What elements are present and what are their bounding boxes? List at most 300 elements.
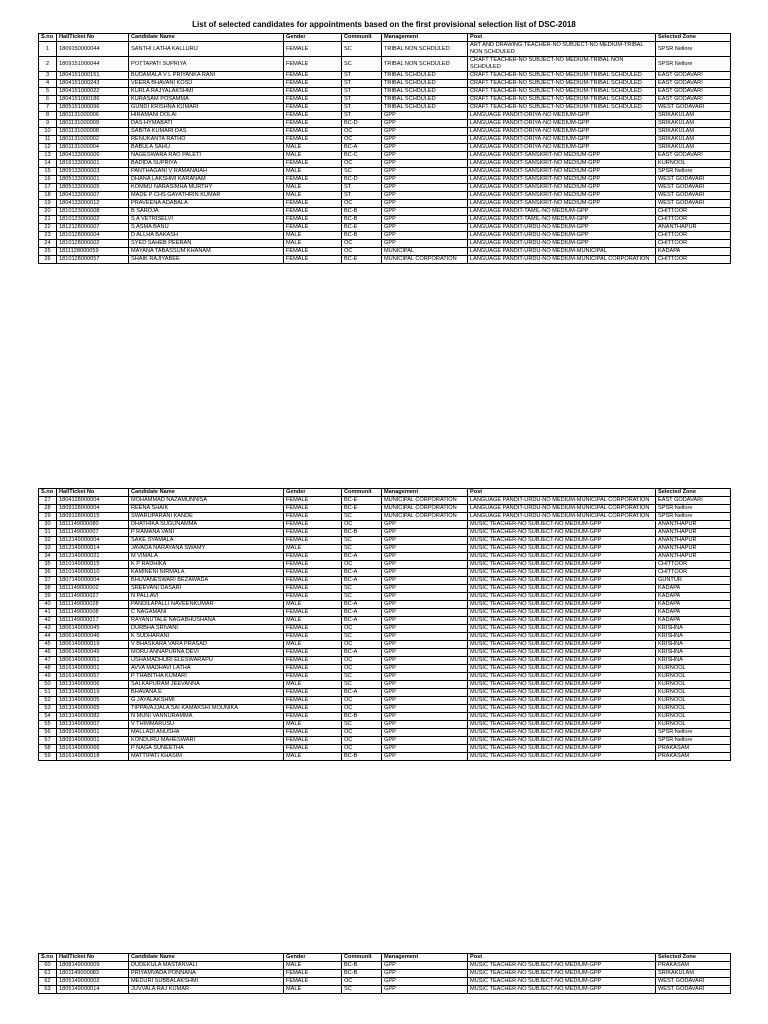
candidate-name-cell: USHAMADHURI ELESWARAPU [129,657,284,665]
table-row [39,200,731,208]
zone-cell: SPSR Nellore [656,729,731,737]
community-cell: OC [342,737,382,745]
post-cell: MUSIC TEACHER-NO SUBJECT-NO MEDIUM-GPP [468,665,656,673]
community-cell: BC-D [342,120,382,128]
post-header: Post [468,954,656,962]
zone-cell: KURNOOL [656,689,731,697]
post-cell: LANGUAGE PANDIT-URDU-NO MEDIUM-MUNICIPAL CORPORATION [468,513,656,521]
table-row [39,665,731,673]
sno-cell: 5 [39,88,57,96]
hallticket-cell: 1813149000019 [57,689,129,697]
community-cell: ST [342,96,382,104]
management-cell: TRIBAL SCHDULED [382,88,468,96]
gender-cell: FEMALE [284,697,342,705]
candidate-name-cell: MADE P CHS GAYATHRIN KUMAR [129,192,284,200]
table-row [39,649,731,657]
gender-cell: FEMALE [284,553,342,561]
candidate-name-cell: BHUVANESWARI BEZAWADA [129,577,284,585]
zone-cell: ANANTHAPUR [656,545,731,553]
post-cell: MUSIC TEACHER-NO SUBJECT-NO MEDIUM-GPP [468,649,656,657]
zone-cell: KURNOOL [656,681,731,689]
candidate-name-cell: K P RADHIKA [129,561,284,569]
community-cell: OC [342,625,382,633]
gender-cell: FEMALE [284,633,342,641]
hallticket-cell: 1809133000003 [57,168,129,176]
gender-cell: MALE [284,232,342,240]
post-cell: LANGUAGE PANDIT-SANSKRIT-NO MEDIUM-GPP [468,184,656,192]
community-cell: BC-B [342,208,382,216]
sno-cell: 59 [39,753,57,761]
gender-cell: FEMALE [284,713,342,721]
sno-cell: 8 [39,112,57,120]
community-header: Communit [342,489,382,497]
hallticket-cell: 1801131000002 [57,136,129,144]
management-cell: GPP [382,112,468,120]
management-cell: GPP [382,192,468,200]
post-cell: LANGUAGE PANDIT-SANSKRIT-NO MEDIUM-GPP [468,152,656,160]
hallticket-cell: 1816149000018 [57,753,129,761]
post-cell: MUSIC TEACHER-NO SUBJECT-NO MEDIUM-GPP [468,962,656,970]
sno-cell: 23 [39,232,57,240]
table-row [39,112,731,120]
zone-cell: KADAPA [656,609,731,617]
management-cell: GPP [382,144,468,152]
candidate-name-header: Candidate Name [129,489,284,497]
gender-cell: FEMALE [284,88,342,96]
sno-cell: 42 [39,617,57,625]
management-cell: GPP [382,689,468,697]
management-cell: GPP [382,120,468,128]
management-cell: TRIBAL NON SCHDULED [382,57,468,72]
table-row [39,529,731,537]
hallticket-cell: 1806149000019 [57,641,129,649]
zone-cell: GUNTUR [656,577,731,585]
gender-cell: MALE [284,168,342,176]
hallticket-cell: 1816133000001 [57,160,129,168]
gender-cell: FEMALE [284,537,342,545]
hallticket-cell: 1805133000001 [57,176,129,184]
post-cell: LANGUAGE PANDIT-ORIYA-NO MEDIUM-GPP [468,120,656,128]
table-row [39,88,731,96]
gender-cell: MALE [284,152,342,160]
zone-cell: EAST GODAVARI [656,88,731,96]
post-cell: MUSIC TEACHER-NO SUBJECT-NO MEDIUM-GPP [468,633,656,641]
table-row [39,545,731,553]
management-cell: TRIBAL SCHDULED [382,80,468,88]
post-cell: MUSIC TEACHER-NO SUBJECT-NO MEDIUM-GPP [468,729,656,737]
post-cell: CRAFT TEACHER-NO SUBJECT-NO MEDIUM-TRIBAL SCHDULED [468,72,656,80]
table-row [39,256,731,264]
zone-cell: SPSR Nellore [656,737,731,745]
table-header-row [39,954,731,962]
hallticket-cell: 1810128000004 [57,232,129,240]
hallticket-cell: 1804151000151 [57,72,129,80]
table-row [39,593,731,601]
zone-cell: CHITTOOR [656,256,731,264]
zone-cell: KURNOOL [656,160,731,168]
post-header: Post [468,34,656,42]
table-row [39,184,731,192]
gender-cell: FEMALE [284,609,342,617]
zone-cell: SRIKAKULAM [656,136,731,144]
candidate-name-cell: SAKE SYAMALA [129,537,284,545]
post-cell: MUSIC TEACHER-NO SUBJECT-NO MEDIUM-GPP [468,585,656,593]
hallticket-cell: 1804133000012 [57,200,129,208]
hallticket-cell: 1810128000057 [57,256,129,264]
management-cell: GPP [382,561,468,569]
sno-header: S.no [39,954,57,962]
management-cell: GPP [382,553,468,561]
hallticket-cell: 1810123000002 [57,216,129,224]
table-row [39,224,731,232]
gender-cell: MALE [284,240,342,248]
candidate-name-cell: P NAGA SUNEETHA [129,745,284,753]
gender-cell: FEMALE [284,80,342,88]
management-cell: GPP [382,625,468,633]
hallticket-cell: 1812149000004 [57,537,129,545]
post-cell: LANGUAGE PANDIT-URDU-NO MEDIUM-GPP [468,232,656,240]
table-row [39,753,731,761]
post-cell: MUSIC TEACHER-NO SUBJECT-NO MEDIUM-GPP [468,601,656,609]
candidate-name-cell: V THIMMARUSU [129,721,284,729]
hallticket-cell: 1805149000002 [57,978,129,986]
sno-cell: 36 [39,569,57,577]
table-row [39,561,731,569]
post-cell: MUSIC TEACHER-NO SUBJECT-NO MEDIUM-GPP [468,753,656,761]
table-row [39,625,731,633]
gender-cell: FEMALE [284,689,342,697]
community-cell: BC-B [342,232,382,240]
candidate-name-cell: P THABITHA KUMARI [129,673,284,681]
zone-cell: KRISHNA [656,641,731,649]
community-cell: OC [342,705,382,713]
hallticket-cell: 1804133000006 [57,152,129,160]
post-cell: LANGUAGE PANDIT-ORIYA-NO MEDIUM-GPP [468,128,656,136]
gender-cell: MALE [284,641,342,649]
gender-cell: MALE [284,545,342,553]
management-cell: GPP [382,176,468,184]
candidate-name-cell: BUDAMALA V L PRIYANKA RANI [129,72,284,80]
hallticket-cell: 1816149000001 [57,665,129,673]
sno-cell: 24 [39,240,57,248]
hallticket-cell: 1810149000015 [57,561,129,569]
management-cell: TRIBAL NON SCHDULED [382,42,468,57]
hallticket-cell: 1816149000066 [57,745,129,753]
zone-cell: SRIKAKULAM [656,144,731,152]
candidate-name-cell: POTTAPATI SUPRIYA [129,57,284,72]
zone-cell: CHITTOOR [656,208,731,216]
community-cell: BC-A [342,689,382,697]
table-row [39,721,731,729]
zone-cell: SRIKAKULAM [656,128,731,136]
community-cell: ST [342,80,382,88]
gender-cell: FEMALE [284,978,342,986]
management-cell: GPP [382,705,468,713]
candidate-name-cell: BADIDA SUPRIYA [129,160,284,168]
zone-cell: WEST GODAVARI [656,978,731,986]
post-cell: LANGUAGE PANDIT-ORIYA-NO MEDIUM-GPP [468,136,656,144]
sno-cell: 51 [39,689,57,697]
candidate-name-cell: DAS HYMABATI [129,120,284,128]
community-cell: SC [342,513,382,521]
post-cell: MUSIC TEACHER-NO SUBJECT-NO MEDIUM-GPP [468,577,656,585]
hallticket-cell: 1813149000006 [57,681,129,689]
table-row [39,633,731,641]
sno-cell: 53 [39,705,57,713]
zone-cell: CHITTOOR [656,569,731,577]
zone-cell: WEST GODAVARI [656,184,731,192]
community-cell: BC-B [342,529,382,537]
zone-cell: WEST GODAVARI [656,104,731,112]
community-cell: BC-C [342,152,382,160]
post-cell: MUSIC TEACHER-NO SUBJECT-NO MEDIUM-GPP [468,681,656,689]
sno-cell: 47 [39,657,57,665]
hallticket-cell: 1801131000008 [57,128,129,136]
gender-cell: FEMALE [284,224,342,232]
sno-cell: 58 [39,745,57,753]
management-cell: GPP [382,713,468,721]
sno-cell: 43 [39,625,57,633]
management-header: Management [382,954,468,962]
gender-cell: FEMALE [284,513,342,521]
hallticket-cell: 1810123000008 [57,208,129,216]
candidate-name-cell: DHANA LAKSHMI KARANAM [129,176,284,184]
community-cell: BC-E [342,224,382,232]
post-cell: CRAFT TEACHER-NO SUBJECT-NO MEDIUM-TRIBAL SCHDULED [468,80,656,88]
hallticket-cell: 1804128000004 [57,497,129,505]
post-cell: MUSIC TEACHER-NO SUBJECT-NO MEDIUM-GPP [468,545,656,553]
community-cell: ST [342,112,382,120]
gender-cell: FEMALE [284,200,342,208]
table-row [39,513,731,521]
gender-cell: MALE [284,601,342,609]
community-cell: BC-E [342,505,382,513]
gender-cell: FEMALE [284,593,342,601]
sno-cell: 26 [39,256,57,264]
sno-cell: 38 [39,585,57,593]
community-cell: SC [342,57,382,72]
candidate-name-cell: MATTIPATI KHASIM [129,753,284,761]
management-cell: GPP [382,537,468,545]
candidate-name-cell: V BHASKARA VARA PRASAD [129,641,284,649]
post-cell: LANGUAGE PANDIT-SANSKRIT-NO MEDIUM-GPP [468,200,656,208]
sno-cell: 27 [39,497,57,505]
table-row [39,553,731,561]
management-cell: GPP [382,545,468,553]
gender-cell: FEMALE [284,649,342,657]
management-cell: GPP [382,745,468,753]
community-cell: BC-B [342,216,382,224]
management-cell: GPP [382,978,468,986]
table-row [39,729,731,737]
community-cell: SC [342,986,382,994]
sno-cell: 55 [39,721,57,729]
sno-cell: 20 [39,208,57,216]
community-cell: BC-A [342,553,382,561]
sno-cell: 17 [39,184,57,192]
community-cell: BC-E [342,497,382,505]
gender-cell: FEMALE [284,120,342,128]
community-cell: SC [342,721,382,729]
sno-cell: 34 [39,553,57,561]
table-row [39,641,731,649]
management-cell: GPP [382,529,468,537]
table-row [39,601,731,609]
sno-cell: 57 [39,737,57,745]
candidate-name-cell: NAGESWARA RAO PALETI [129,152,284,160]
zone-cell: SRIKAKULAM [656,120,731,128]
sno-cell: 9 [39,120,57,128]
hallticket-header: HallTicket No [57,489,129,497]
post-cell: LANGUAGE PANDIT-TAMIL-NO MEDIUM-GPP [468,216,656,224]
hallticket-cell: 1806149000049 [57,649,129,657]
hallticket-cell: 1813149000007 [57,721,129,729]
post-cell: MUSIC TEACHER-NO SUBJECT-NO MEDIUM-GPP [468,569,656,577]
candidate-name-cell: B SAROJA [129,208,284,216]
post-cell: MUSIC TEACHER-NO SUBJECT-NO MEDIUM-GPP [468,970,656,978]
candidate-name-cell: VEERA BHAVANI KOSU [129,80,284,88]
post-cell: ART AND DRAWING TEACHER-NO SUBJECT-NO MEDIUM-TRIBAL NON SCHDULED [468,42,656,57]
candidate-name-cell: SWARUPARANI KANDE [129,513,284,521]
management-cell: GPP [382,200,468,208]
hallticket-cell: 1809149000001 [57,737,129,745]
table-row [39,160,731,168]
hallticket-cell: 1816149000057 [57,673,129,681]
table-row [39,978,731,986]
community-cell: OC [342,521,382,529]
table-row [39,697,731,705]
table-row [39,144,731,152]
gender-cell: FEMALE [284,136,342,144]
post-cell: LANGUAGE PANDIT-ORIYA-NO MEDIUM-GPP [468,112,656,120]
candidate-name-cell: KURASAM POSAMMA [129,96,284,104]
zone-header: Selected Zone [656,489,731,497]
community-cell: ST [342,184,382,192]
gender-cell: FEMALE [284,729,342,737]
gender-header: Gender [284,489,342,497]
management-cell: GPP [382,665,468,673]
table-row [39,128,731,136]
community-cell: SC [342,673,382,681]
sno-cell: 40 [39,601,57,609]
community-header: Communit [342,954,382,962]
table-row [39,248,731,256]
post-cell: LANGUAGE PANDIT-URDU-NO MEDIUM-MUNICIPAL CORPORATION [468,256,656,264]
table-row [39,80,731,88]
zone-cell: PRAKASAM [656,753,731,761]
zone-cell: SRIKAKULAM [656,970,731,978]
post-cell: MUSIC TEACHER-NO SUBJECT-NO MEDIUM-GPP [468,641,656,649]
gender-cell: FEMALE [284,505,342,513]
table-row [39,57,731,72]
post-cell: LANGUAGE PANDIT-URDU-NO MEDIUM-GPP [468,224,656,232]
sno-cell: 19 [39,200,57,208]
gender-cell: FEMALE [284,577,342,585]
candidate-name-header: Candidate Name [129,954,284,962]
table-row [39,208,731,216]
candidate-name-cell: JUVVALA RAJ KUMAR [129,986,284,994]
sno-cell: 52 [39,697,57,705]
gender-cell: FEMALE [284,128,342,136]
table-row [39,705,731,713]
table-row [39,192,731,200]
hallticket-cell: 1810149000010 [57,569,129,577]
table-row [39,673,731,681]
community-cell: BC-D [342,176,382,184]
gender-cell: FEMALE [284,561,342,569]
community-cell: OC [342,657,382,665]
community-cell: BC-A [342,609,382,617]
zone-cell: KADAPA [656,617,731,625]
management-cell: GPP [382,617,468,625]
candidate-name-cell: MEDURI SUBBALAKSHMI [129,978,284,986]
candidate-name-cell: S A VETRISELVI [129,216,284,224]
post-cell: MUSIC TEACHER-NO SUBJECT-NO MEDIUM-GPP [468,521,656,529]
candidate-name-cell: MOHAMMAD NAZAMUNNISA [129,497,284,505]
candidate-name-cell: PRIYAMVADA PONNANA [129,970,284,978]
community-cell: SC [342,537,382,545]
candidates-table [38,33,731,264]
candidate-name-cell: AVVA MADHAVI LATHA [129,665,284,673]
post-cell: LANGUAGE PANDIT-URDU-NO MEDIUM-GPP [468,240,656,248]
management-cell: GPP [382,729,468,737]
candidate-name-cell: SYED SAHEB PEERAN [129,240,284,248]
hallticket-cell: 1809150000044 [57,42,129,57]
sno-cell: 16 [39,176,57,184]
candidate-name-cell: KAMINENI NIRMALA [129,569,284,577]
management-header: Management [382,34,468,42]
table-row [39,152,731,160]
table-row [39,970,731,978]
management-cell: GPP [382,208,468,216]
candidate-name-cell: RAYANUTALE NAGABHUSHANA [129,617,284,625]
post-cell: MUSIC TEACHER-NO SUBJECT-NO MEDIUM-GPP [468,609,656,617]
hallticket-cell: 1813149000082 [57,713,129,721]
management-cell: GPP [382,593,468,601]
hallticket-cell: 1801131000004 [57,144,129,152]
post-cell: MUSIC TEACHER-NO SUBJECT-NO MEDIUM-GPP [468,593,656,601]
gender-cell: FEMALE [284,216,342,224]
community-cell: BC-A [342,601,382,609]
community-cell: OC [342,978,382,986]
table-row [39,168,731,176]
table-row [39,176,731,184]
community-cell: OC [342,665,382,673]
community-cell: OC [342,248,382,256]
sno-cell: 62 [39,978,57,986]
candidate-name-cell: SABITA KUMARI DAS [129,128,284,136]
sno-cell: 35 [39,561,57,569]
gender-cell: FEMALE [284,497,342,505]
gender-cell: MALE [284,144,342,152]
table-row [39,569,731,577]
table-header-row [39,34,731,42]
gender-cell: FEMALE [284,970,342,978]
management-cell: GPP [382,753,468,761]
management-cell: GPP [382,160,468,168]
management-cell: GPP [382,152,468,160]
hallticket-cell: 1801131000006 [57,112,129,120]
hallticket-cell: 1811149000008 [57,609,129,617]
candidates-table [38,953,731,994]
zone-cell: SPSR Nellore [656,57,731,72]
zone-cell: KADAPA [656,248,731,256]
sno-cell: 25 [39,248,57,256]
candidate-name-cell: N PALLAVI [129,593,284,601]
community-cell: BC-E [342,256,382,264]
management-cell: GPP [382,609,468,617]
gender-cell: MALE [284,962,342,970]
